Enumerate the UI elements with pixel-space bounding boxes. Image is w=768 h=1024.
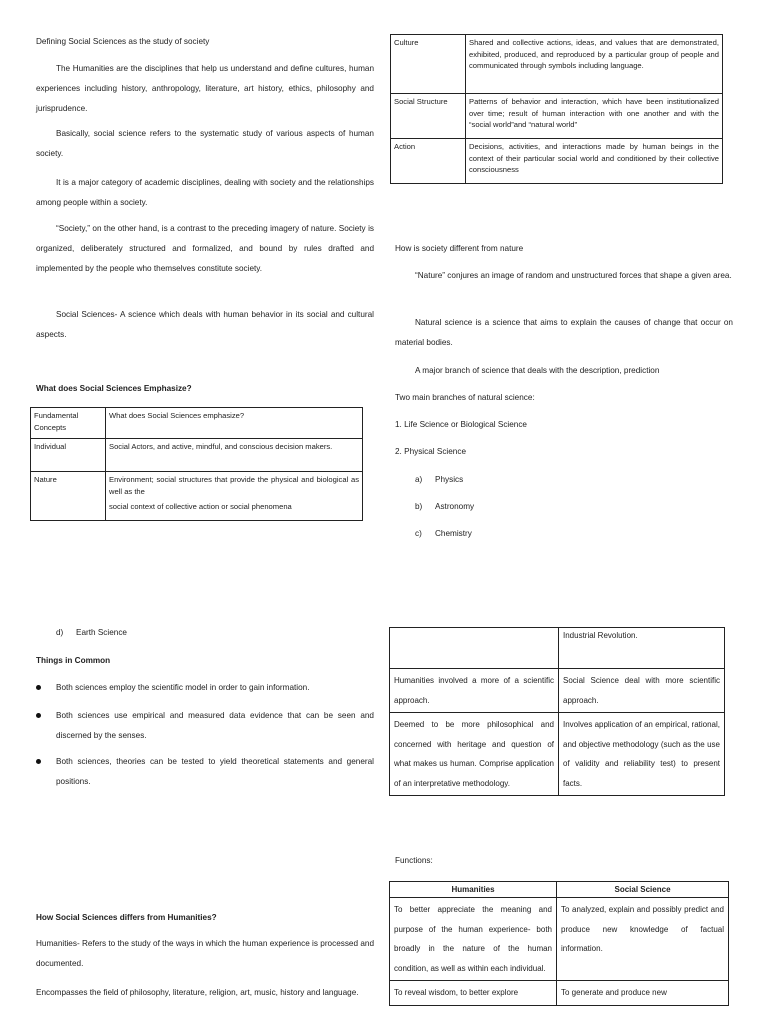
paragraph: Social Sciences- A science which deals with human behavior in its social and cultural aspects. bbox=[36, 310, 374, 339]
sub-marker: b) bbox=[415, 502, 423, 511]
emphasize-table bbox=[30, 407, 363, 521]
table-row bbox=[390, 981, 729, 1006]
paragraph: “Nature” conjures an image of random and unstructured forces that shape a given area. bbox=[415, 271, 732, 280]
sub-item: Chemistry bbox=[435, 529, 472, 538]
table-cell: To generate and produce new bbox=[557, 981, 729, 1006]
list-item: 1. Life Science or Biological Science bbox=[395, 420, 527, 429]
bullet-item bbox=[56, 678, 374, 698]
paragraph: Natural science is a science that aims to explain the causes of change that occur on material bodies. bbox=[395, 318, 733, 347]
table-row bbox=[390, 882, 729, 898]
bullet-item bbox=[56, 706, 374, 746]
table-cell bbox=[390, 628, 559, 669]
table-cell: Culture bbox=[391, 35, 466, 94]
branches-heading: Two main branches of natural science: bbox=[395, 393, 535, 402]
paragraph: Basically, social science refers to the systematic study of various aspects of human society. bbox=[36, 129, 374, 158]
list-item: 2. Physical Science bbox=[395, 447, 466, 456]
functions-heading: Functions: bbox=[395, 856, 433, 865]
table-cell: Nature bbox=[31, 472, 106, 521]
bullet-text: Both sciences, theories can be tested to yield theoretical statements and general positions. bbox=[56, 757, 374, 786]
table-row bbox=[390, 713, 725, 796]
compare-table bbox=[389, 627, 725, 796]
table-cell: Involves application of an empirical, rational, and objective methodology (such as the use of validity and reliability test) to present facts. bbox=[559, 713, 725, 796]
table-cell: Deemed to be more philosophical and concerned with heritage and question of what makes us human. Comprise application of an interpretative methodology. bbox=[390, 713, 559, 796]
cell-line: social context of collective action or social phenomena bbox=[109, 502, 292, 511]
paragraph: It is a major category of academic disciplines, dealing with society and the relationships among people within a society. bbox=[36, 178, 374, 207]
sub-marker: a) bbox=[415, 475, 423, 484]
sub-marker: d) bbox=[56, 628, 64, 637]
paragraph: “Society,” on the other hand, is a contrast to the preceding imagery of nature. Society is organized, deliberately structured and formalized, and bound by rules drafted and implemented by the people who themselves constitute society. bbox=[36, 224, 374, 273]
table-cell: Shared and collective actions, ideas, and values that are demonstrated, exhibited, produced, and reproduced by a particular group of people and communicated through symbols including language. bbox=[466, 35, 723, 94]
table-header-cell: Social Science bbox=[557, 882, 729, 898]
table-row bbox=[391, 35, 723, 94]
table-cell bbox=[106, 472, 363, 521]
table-row bbox=[390, 669, 725, 713]
table-cell: Social Structure bbox=[391, 94, 466, 139]
bullet-item bbox=[56, 752, 374, 792]
table-cell: To reveal wisdom, to better explore bbox=[390, 981, 557, 1006]
bullet-icon bbox=[36, 713, 41, 718]
table-row bbox=[391, 94, 723, 139]
table-cell: Fundamental Concepts bbox=[31, 408, 106, 439]
table-row bbox=[31, 408, 363, 439]
table-row bbox=[31, 472, 363, 521]
bullet-text: Both sciences use empirical and measured data evidence that can be seen and discerned by the senses. bbox=[56, 711, 374, 740]
table-cell: Industrial Revolution. bbox=[559, 628, 725, 669]
emphasize-heading: What does Social Sciences Emphasize? bbox=[36, 384, 192, 393]
table-cell: Action bbox=[391, 139, 466, 184]
table-cell: Individual bbox=[31, 439, 106, 472]
bullet-icon bbox=[36, 685, 41, 690]
table-cell: Humanities involved a more of a scientific approach. bbox=[390, 669, 559, 713]
section-heading: Defining Social Sciences as the study of society bbox=[36, 37, 210, 46]
table-row bbox=[390, 898, 729, 981]
table-cell: To analyzed, explain and possibly predict and produce new knowledge of factual information. bbox=[557, 898, 729, 981]
sub-marker: c) bbox=[415, 529, 422, 538]
table-header-cell: Humanities bbox=[390, 882, 557, 898]
table-row bbox=[391, 139, 723, 184]
common-heading: Things in Common bbox=[36, 656, 111, 665]
paragraph: The Humanities are the disciplines that help us understand and define cultures, human experiences including history, anthropology, literature, art history, ethics, philosophy and jurisprudence. bbox=[36, 64, 374, 113]
table-row bbox=[390, 628, 725, 669]
bullet-icon bbox=[36, 759, 41, 764]
paragraph: Encompasses the field of philosophy, literature, religion, art, music, history and language. bbox=[36, 988, 359, 997]
paragraph: Humanities- Refers to the study of the ways in which the human experience is processed and documented. bbox=[36, 939, 374, 968]
sub-item: Earth Science bbox=[76, 628, 127, 637]
table-cell: Social Actors, and active, mindful, and conscious decision makers. bbox=[106, 439, 363, 472]
cell-line: Environment; social structures that provide the physical and biological as well as the bbox=[109, 475, 359, 496]
nature-heading: How is society different from nature bbox=[395, 244, 524, 253]
sub-item: Physics bbox=[435, 475, 464, 484]
table-cell: Decisions, activities, and interactions made by human beings in the context of their particular social world and conditioned by their collective consciousness bbox=[466, 139, 723, 184]
table-cell: Social Science deal with more scientific approach. bbox=[559, 669, 725, 713]
differs-heading: How Social Sciences differs from Humanities? bbox=[36, 913, 217, 922]
sub-item: Astronomy bbox=[435, 502, 475, 511]
paragraph: A major branch of science that deals with the description, prediction bbox=[415, 366, 660, 375]
table-cell: What does Social Sciences emphasize? bbox=[106, 408, 363, 439]
bullet-text: Both sciences employ the scientific model in order to gain information. bbox=[56, 683, 310, 692]
concept-table bbox=[390, 34, 723, 184]
table-cell: Patterns of behavior and interaction, which have been institutionalized over time; result of human interaction with one another and with the “social world”and “natural world” bbox=[466, 94, 723, 139]
functions-table bbox=[389, 881, 729, 1006]
table-cell: To better appreciate the meaning and purpose of the human experience- both broadly in the nature of the human condition, as well as within each individual. bbox=[390, 898, 557, 981]
table-row bbox=[31, 439, 363, 472]
